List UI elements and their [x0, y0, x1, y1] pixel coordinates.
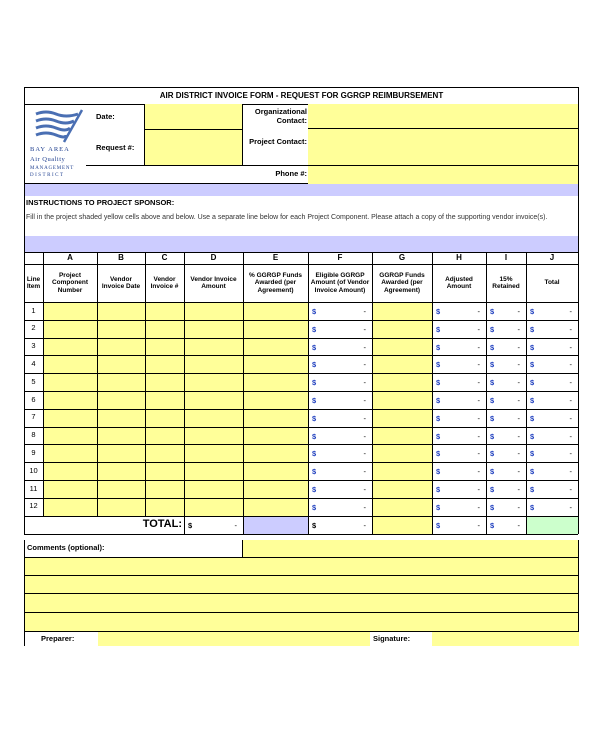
table-cell-computed — [432, 355, 486, 373]
table-cell-input[interactable] — [372, 355, 432, 373]
table-cell-input[interactable] — [243, 302, 308, 320]
cell-value: - — [569, 360, 572, 370]
table-cell-input[interactable] — [372, 302, 432, 320]
signature-input[interactable] — [432, 631, 579, 646]
cell-value: - — [363, 413, 366, 423]
table-cell-computed — [308, 355, 372, 373]
currency-symbol: $ — [436, 396, 441, 405]
column-header: Eligible GGRGP Amount (of Vendor Invoice Amount) — [310, 271, 370, 294]
table-cell-input[interactable] — [184, 409, 243, 427]
org-contact-label: Organizational Contact: — [254, 107, 307, 125]
cell-value: - — [477, 485, 480, 494]
table-cell-input[interactable] — [372, 462, 432, 480]
cell-value: - — [363, 360, 366, 370]
table-cell-input[interactable] — [184, 320, 243, 338]
currency-symbol: $ — [436, 360, 441, 370]
table-cell-input[interactable] — [372, 373, 432, 391]
table-cell-computed — [486, 444, 526, 462]
currency-symbol: $ — [490, 360, 495, 370]
table-cell-input[interactable] — [43, 498, 97, 516]
currency-symbol: $ — [312, 378, 317, 388]
total-cell — [243, 516, 308, 534]
cell-value: - — [569, 307, 572, 316]
column-header: 15% Retained — [492, 275, 520, 290]
total-label: TOTAL: — [142, 518, 182, 531]
table-cell-input[interactable] — [43, 462, 97, 480]
table-cell-computed — [432, 444, 486, 462]
table-cell-input[interactable] — [97, 498, 145, 516]
currency-symbol: $ — [436, 485, 441, 494]
table-cell-computed — [308, 498, 372, 516]
table-cell-input[interactable] — [145, 444, 184, 462]
cell-value: - — [569, 467, 572, 477]
table-cell-computed — [486, 427, 526, 445]
currency-symbol: $ — [490, 449, 495, 459]
cell-value: - — [517, 502, 520, 512]
currency-symbol: $ — [312, 360, 317, 370]
column-header: GGRGP Funds Awarded (per Agreement) — [379, 271, 425, 294]
table-cell-input[interactable] — [372, 391, 432, 409]
table-cell-input[interactable] — [243, 338, 308, 356]
currency-symbol: $ — [436, 431, 441, 441]
table-cell-computed — [486, 480, 526, 498]
cell-value: - — [477, 413, 480, 423]
currency-symbol: $ — [436, 520, 441, 530]
column-letter: A — [67, 253, 73, 263]
table-cell-input[interactable] — [243, 444, 308, 462]
cell-value: - — [477, 431, 480, 441]
column-letter: C — [161, 253, 168, 263]
separator-band-2 — [24, 236, 579, 252]
line-item-number: 10 — [29, 465, 38, 475]
table-cell-input[interactable] — [184, 373, 243, 391]
currency-symbol: $ — [530, 485, 535, 494]
org-contact-input[interactable] — [308, 104, 578, 128]
column-letter: H — [456, 253, 462, 263]
table-cell-computed — [526, 427, 578, 445]
table-cell-computed — [308, 302, 372, 320]
cell-value: - — [363, 431, 366, 441]
table-cell-input[interactable] — [243, 409, 308, 427]
cell-value: - — [477, 449, 480, 459]
table-cell-computed — [526, 480, 578, 498]
currency-symbol: $ — [312, 502, 317, 512]
instructions-heading: INSTRUCTIONS TO PROJECT SPONSOR: — [26, 198, 175, 207]
preparer-label: Preparer: — [24, 631, 98, 646]
table-cell-input[interactable] — [97, 427, 145, 445]
table-cell-input[interactable] — [184, 462, 243, 480]
project-contact-input[interactable] — [308, 128, 578, 165]
table-cell-input[interactable] — [43, 373, 97, 391]
currency-symbol: $ — [436, 449, 441, 459]
table-cell-computed — [432, 320, 486, 338]
table-cell-computed — [308, 462, 372, 480]
table-cell-input[interactable] — [43, 320, 97, 338]
cell-value: - — [477, 396, 480, 405]
cell-value: - — [477, 342, 480, 352]
currency-symbol: $ — [436, 467, 441, 477]
currency-symbol: $ — [312, 449, 317, 459]
instructions-box — [24, 196, 579, 236]
table-cell-computed — [486, 409, 526, 427]
table-cell-computed — [526, 444, 578, 462]
cell-value: - — [517, 342, 520, 352]
table-cell-input[interactable] — [372, 480, 432, 498]
table-cell-input[interactable] — [97, 444, 145, 462]
cell-value: - — [477, 502, 480, 512]
currency-symbol: $ — [490, 307, 495, 316]
table-cell-input[interactable] — [372, 498, 432, 516]
column-header: Project Component Number — [51, 271, 89, 294]
currency-symbol: $ — [312, 307, 317, 316]
table-cell-input[interactable] — [43, 355, 97, 373]
table-cell-computed — [486, 302, 526, 320]
separator-band — [24, 184, 579, 196]
table-cell-input[interactable] — [372, 409, 432, 427]
currency-symbol: $ — [436, 307, 441, 316]
table-cell-computed — [486, 391, 526, 409]
cell-value: - — [569, 431, 572, 441]
phone-label: Phone #: — [275, 168, 307, 178]
currency-symbol: $ — [312, 342, 317, 352]
column-header: Total — [544, 279, 560, 287]
logo-text-3: MANAGEMENT — [30, 166, 75, 171]
line-item-number: 6 — [31, 394, 36, 404]
cell-value: - — [517, 467, 520, 477]
table-cell-computed — [526, 462, 578, 480]
total-cell — [308, 516, 372, 534]
cell-value: - — [569, 378, 572, 388]
table-cell-computed — [432, 338, 486, 356]
table-cell-input[interactable] — [184, 480, 243, 498]
column-letter: I — [504, 253, 508, 263]
table-cell-input[interactable] — [97, 480, 145, 498]
table-cell-input[interactable] — [372, 427, 432, 445]
currency-symbol: $ — [312, 485, 317, 494]
column-header: % GGRGP Funds Awarded (per Agreement) — [249, 271, 302, 294]
total-cell — [486, 516, 526, 534]
cell-value: - — [569, 396, 572, 405]
table-cell-computed — [308, 391, 372, 409]
table-cell-input[interactable] — [145, 302, 184, 320]
currency-symbol: $ — [490, 342, 495, 352]
currency-symbol: $ — [188, 520, 193, 530]
cell-value: - — [363, 485, 366, 494]
cell-value: - — [569, 342, 572, 352]
currency-symbol: $ — [312, 467, 317, 477]
currency-symbol: $ — [530, 449, 535, 459]
table-cell-computed — [526, 338, 578, 356]
cell-value: - — [477, 307, 480, 316]
currency-symbol: $ — [312, 520, 317, 530]
request-label: Request #: — [96, 142, 135, 152]
cell-value: - — [363, 467, 366, 477]
table-cell-input[interactable] — [145, 409, 184, 427]
table-cell-computed — [308, 409, 372, 427]
table-cell-computed — [486, 462, 526, 480]
column-letter: F — [337, 253, 343, 263]
currency-symbol: $ — [490, 485, 495, 494]
currency-symbol: $ — [530, 396, 535, 405]
table-cell-computed — [526, 391, 578, 409]
column-header: Vendor Invoice Amount — [190, 275, 237, 290]
table-cell-computed — [486, 373, 526, 391]
table-cell-computed — [432, 373, 486, 391]
table-cell-computed — [526, 320, 578, 338]
cell-value: - — [569, 324, 572, 334]
table-cell-input[interactable] — [145, 355, 184, 373]
currency-symbol: $ — [436, 342, 441, 352]
table-cell-input[interactable] — [145, 498, 184, 516]
total-cell — [432, 516, 486, 534]
currency-symbol: $ — [490, 431, 495, 441]
currency-symbol: $ — [490, 396, 495, 405]
table-cell-input[interactable] — [43, 444, 97, 462]
table-cell-input[interactable] — [243, 355, 308, 373]
table-cell-input[interactable] — [97, 302, 145, 320]
comments-label: Comments (optional): — [24, 540, 242, 557]
total-value: - — [363, 520, 366, 530]
table-cell-input[interactable] — [43, 480, 97, 498]
table-cell-input[interactable] — [97, 409, 145, 427]
currency-symbol: $ — [436, 413, 441, 423]
currency-symbol: $ — [530, 413, 535, 423]
table-cell-input[interactable] — [43, 427, 97, 445]
column-header: Vendor Invoice Date — [101, 275, 141, 290]
table-cell-input[interactable] — [184, 355, 243, 373]
table-cell-input[interactable] — [97, 373, 145, 391]
column-header: Vendor Invoice # — [150, 275, 179, 290]
table-cell-input[interactable] — [243, 498, 308, 516]
currency-symbol: $ — [530, 342, 535, 352]
line-item-number: 5 — [31, 376, 36, 386]
currency-symbol: $ — [490, 520, 495, 530]
table-cell-computed — [432, 409, 486, 427]
table-cell-computed — [432, 391, 486, 409]
table-cell-computed — [486, 498, 526, 516]
table-cell-computed — [526, 373, 578, 391]
currency-symbol: $ — [530, 324, 535, 334]
project-contact-label: Project Contact: — [249, 137, 307, 146]
table-cell-input[interactable] — [145, 462, 184, 480]
total-cell — [372, 516, 432, 534]
table-cell-computed — [308, 480, 372, 498]
table-cell-input[interactable] — [243, 462, 308, 480]
table-cell-input[interactable] — [184, 302, 243, 320]
table-cell-input[interactable] — [43, 391, 97, 409]
cell-value: - — [363, 307, 366, 316]
logo-text-1: BAY AREA — [30, 146, 70, 153]
table-cell-input[interactable] — [145, 427, 184, 445]
table-cell-input[interactable] — [184, 498, 243, 516]
table-cell-input[interactable] — [184, 391, 243, 409]
table-cell-computed — [526, 355, 578, 373]
line-item-number: 8 — [31, 430, 36, 440]
column-header: Line Item — [26, 275, 41, 290]
total-cell — [526, 516, 578, 534]
table-cell-input[interactable] — [43, 338, 97, 356]
table-cell-input[interactable] — [372, 338, 432, 356]
table-cell-computed — [526, 409, 578, 427]
cell-value: - — [363, 378, 366, 388]
cell-value: - — [363, 342, 366, 352]
column-header: Adjusted Amount — [445, 275, 473, 290]
table-cell-computed — [308, 338, 372, 356]
currency-symbol: $ — [312, 413, 317, 423]
table-cell-computed — [308, 444, 372, 462]
cell-value: - — [363, 502, 366, 512]
cell-value: - — [477, 360, 480, 370]
total-value: - — [477, 520, 480, 530]
cell-value: - — [569, 485, 572, 494]
instructions-text: Fill in the project shaded yellow cells above and below. Use a separate line below for each Project Component. Please attach a copy of the supporting vendor invoice(s). — [26, 214, 548, 221]
line-item-number: 3 — [31, 341, 36, 351]
district-logo — [30, 108, 86, 182]
cell-value: - — [477, 467, 480, 477]
table-cell-computed — [308, 320, 372, 338]
table-cell-input[interactable] — [243, 427, 308, 445]
currency-symbol: $ — [436, 502, 441, 512]
cell-value: - — [363, 324, 366, 334]
table-cell-computed — [526, 302, 578, 320]
district-logo-mark — [34, 108, 84, 144]
currency-symbol: $ — [490, 378, 495, 388]
logo-text-2: Air Quality — [30, 156, 66, 163]
table-cell-computed — [432, 427, 486, 445]
table-cell-input[interactable] — [145, 480, 184, 498]
comments-input[interactable] — [242, 540, 579, 557]
line-item-number: 7 — [31, 412, 36, 422]
currency-symbol: $ — [490, 467, 495, 477]
table-cell-input[interactable] — [243, 373, 308, 391]
cell-value: - — [363, 449, 366, 459]
phone-input[interactable] — [308, 165, 578, 184]
cell-value: - — [569, 502, 572, 512]
currency-symbol: $ — [436, 324, 441, 334]
line-item-number: 4 — [31, 358, 36, 368]
cell-value: - — [517, 431, 520, 441]
table-cell-input[interactable] — [43, 409, 97, 427]
currency-symbol: $ — [312, 431, 317, 441]
table-cell-computed — [432, 302, 486, 320]
currency-symbol: $ — [530, 378, 535, 388]
table-cell-computed — [486, 338, 526, 356]
cell-value: - — [517, 360, 520, 370]
table-cell-computed — [432, 480, 486, 498]
cell-value: - — [517, 307, 520, 316]
column-letter: D — [210, 253, 217, 263]
table-cell-input[interactable] — [97, 320, 145, 338]
table-cell-input[interactable] — [43, 302, 97, 320]
table-cell-input[interactable] — [372, 320, 432, 338]
cell-value: - — [517, 485, 520, 494]
form-title: AIR DISTRICT INVOICE FORM - REQUEST FOR GGRGP REIMBURSEMENT — [24, 87, 579, 105]
line-item-number: 2 — [31, 323, 36, 333]
column-letter: J — [549, 253, 555, 263]
table-cell-input[interactable] — [97, 355, 145, 373]
preparer-input[interactable] — [98, 631, 370, 646]
table-cell-computed — [526, 498, 578, 516]
line-item-number: 1 — [31, 305, 36, 315]
table-cell-input[interactable] — [97, 338, 145, 356]
table-cell-input[interactable] — [184, 444, 243, 462]
line-item-number: 11 — [29, 483, 38, 493]
currency-symbol: $ — [490, 502, 495, 512]
table-cell-computed — [432, 498, 486, 516]
cell-value: - — [569, 413, 572, 423]
table-cell-input[interactable] — [145, 391, 184, 409]
currency-symbol: $ — [530, 360, 535, 370]
cell-value: - — [569, 449, 572, 459]
cell-value: - — [517, 413, 520, 423]
date-input[interactable] — [144, 104, 242, 129]
currency-symbol: $ — [436, 378, 441, 388]
total-cell — [184, 516, 243, 534]
line-item-number: 12 — [29, 501, 38, 511]
table-cell-input[interactable] — [97, 391, 145, 409]
currency-symbol: $ — [530, 431, 535, 441]
request-input[interactable] — [144, 129, 242, 165]
table-cell-input[interactable] — [145, 338, 184, 356]
table-cell-input[interactable] — [97, 462, 145, 480]
column-letter: G — [398, 253, 406, 263]
currency-symbol: $ — [530, 307, 535, 316]
currency-symbol: $ — [490, 413, 495, 423]
logo-text-4: DISTRICT — [30, 173, 65, 178]
cell-value: - — [517, 449, 520, 459]
table-cell-input[interactable] — [184, 338, 243, 356]
line-item-number: 9 — [31, 447, 36, 457]
cell-value: - — [477, 378, 480, 388]
column-letter: E — [272, 253, 279, 263]
comments-area[interactable] — [24, 557, 579, 631]
currency-symbol: $ — [312, 324, 317, 334]
currency-symbol: $ — [530, 502, 535, 512]
table-cell-computed — [308, 427, 372, 445]
table-cell-input[interactable] — [243, 480, 308, 498]
column-letter: B — [118, 253, 124, 263]
table-cell-computed — [432, 462, 486, 480]
total-value: - — [517, 520, 520, 530]
currency-symbol: $ — [312, 396, 317, 405]
table-cell-input[interactable] — [372, 444, 432, 462]
table-cell-computed — [486, 320, 526, 338]
cell-value: - — [363, 396, 366, 405]
table-cell-input[interactable] — [145, 373, 184, 391]
signature-label: Signature: — [370, 631, 432, 646]
cell-value: - — [517, 378, 520, 388]
table-cell-input[interactable] — [184, 427, 243, 445]
date-label: Date: — [96, 111, 115, 121]
cell-value: - — [477, 324, 480, 334]
table-cell-input[interactable] — [145, 320, 184, 338]
table-cell-input[interactable] — [243, 320, 308, 338]
table-cell-computed — [486, 355, 526, 373]
currency-symbol: $ — [490, 324, 495, 334]
cell-value: - — [517, 396, 520, 405]
currency-symbol: $ — [530, 467, 535, 477]
table-cell-computed — [308, 373, 372, 391]
total-value: - — [234, 520, 237, 530]
table-cell-input[interactable] — [243, 391, 308, 409]
cell-value: - — [517, 324, 520, 334]
